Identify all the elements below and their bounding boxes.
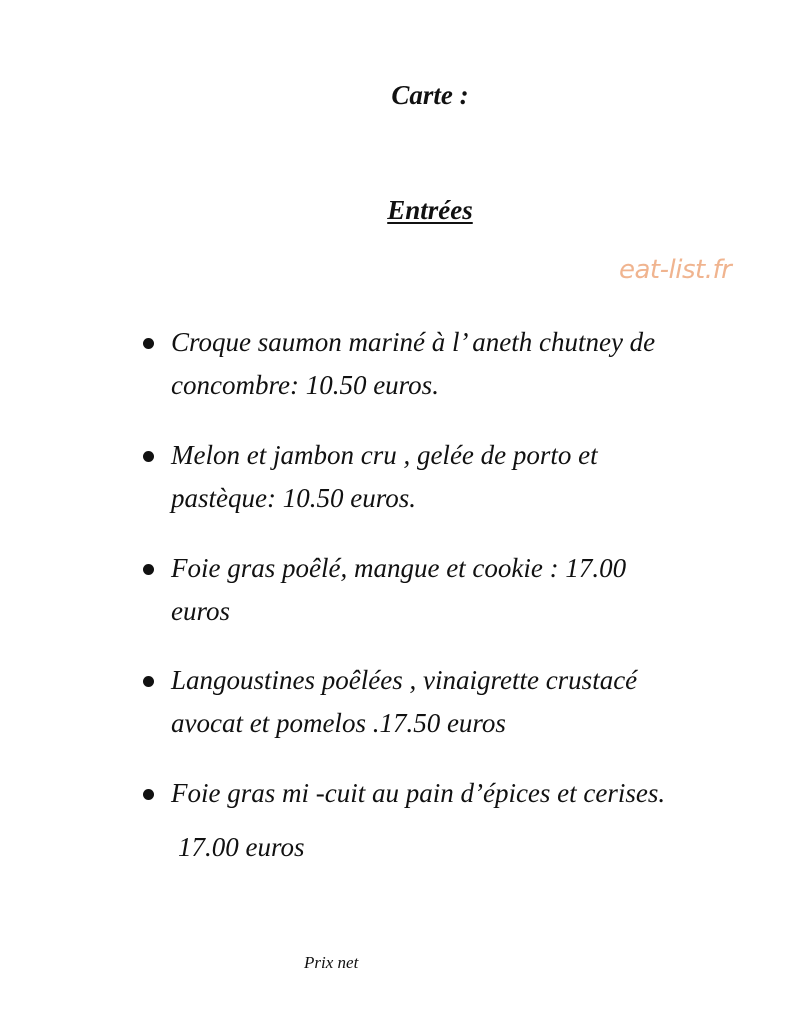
footer-note: Prix net [304,953,359,972]
menu-item-line: Foie gras mi -cuit au pain d’épices et cerises. [171,778,666,808]
menu-item-line: Langoustines poêlées , vinaigrette crustacé [171,665,638,695]
menu-item-line: euros [171,596,230,626]
menu-item [143,772,763,869]
menu-item-line: Melon et jambon cru , gelée de porto et [171,440,598,470]
bullet-icon [143,789,154,800]
section-title-entrees: Entrées [387,195,473,225]
menu-item [143,659,763,745]
watermark-logo: eat-list.fr [619,255,732,285]
menu-item-line: pastèque: 10.50 euros. [171,483,416,513]
menu-item-line: Croque saumon mariné à l’ aneth chutney de [171,327,656,357]
menu-item-line: Foie gras poêlé, mangue et cookie : 17.00 [171,553,627,583]
menu-item [143,434,763,520]
menu-item [143,321,763,407]
bullet-icon [143,451,154,462]
page-title: Carte : [391,80,469,110]
bullet-icon [143,676,154,687]
menu-item-line: 17.00 euros [178,832,305,862]
menu-item-line: avocat et pomelos .17.50 euros [171,708,506,738]
menu-item-line: concombre: 10.50 euros. [171,370,439,400]
bullet-icon [143,564,154,575]
menu-item [143,547,763,633]
bullet-icon [143,338,154,349]
